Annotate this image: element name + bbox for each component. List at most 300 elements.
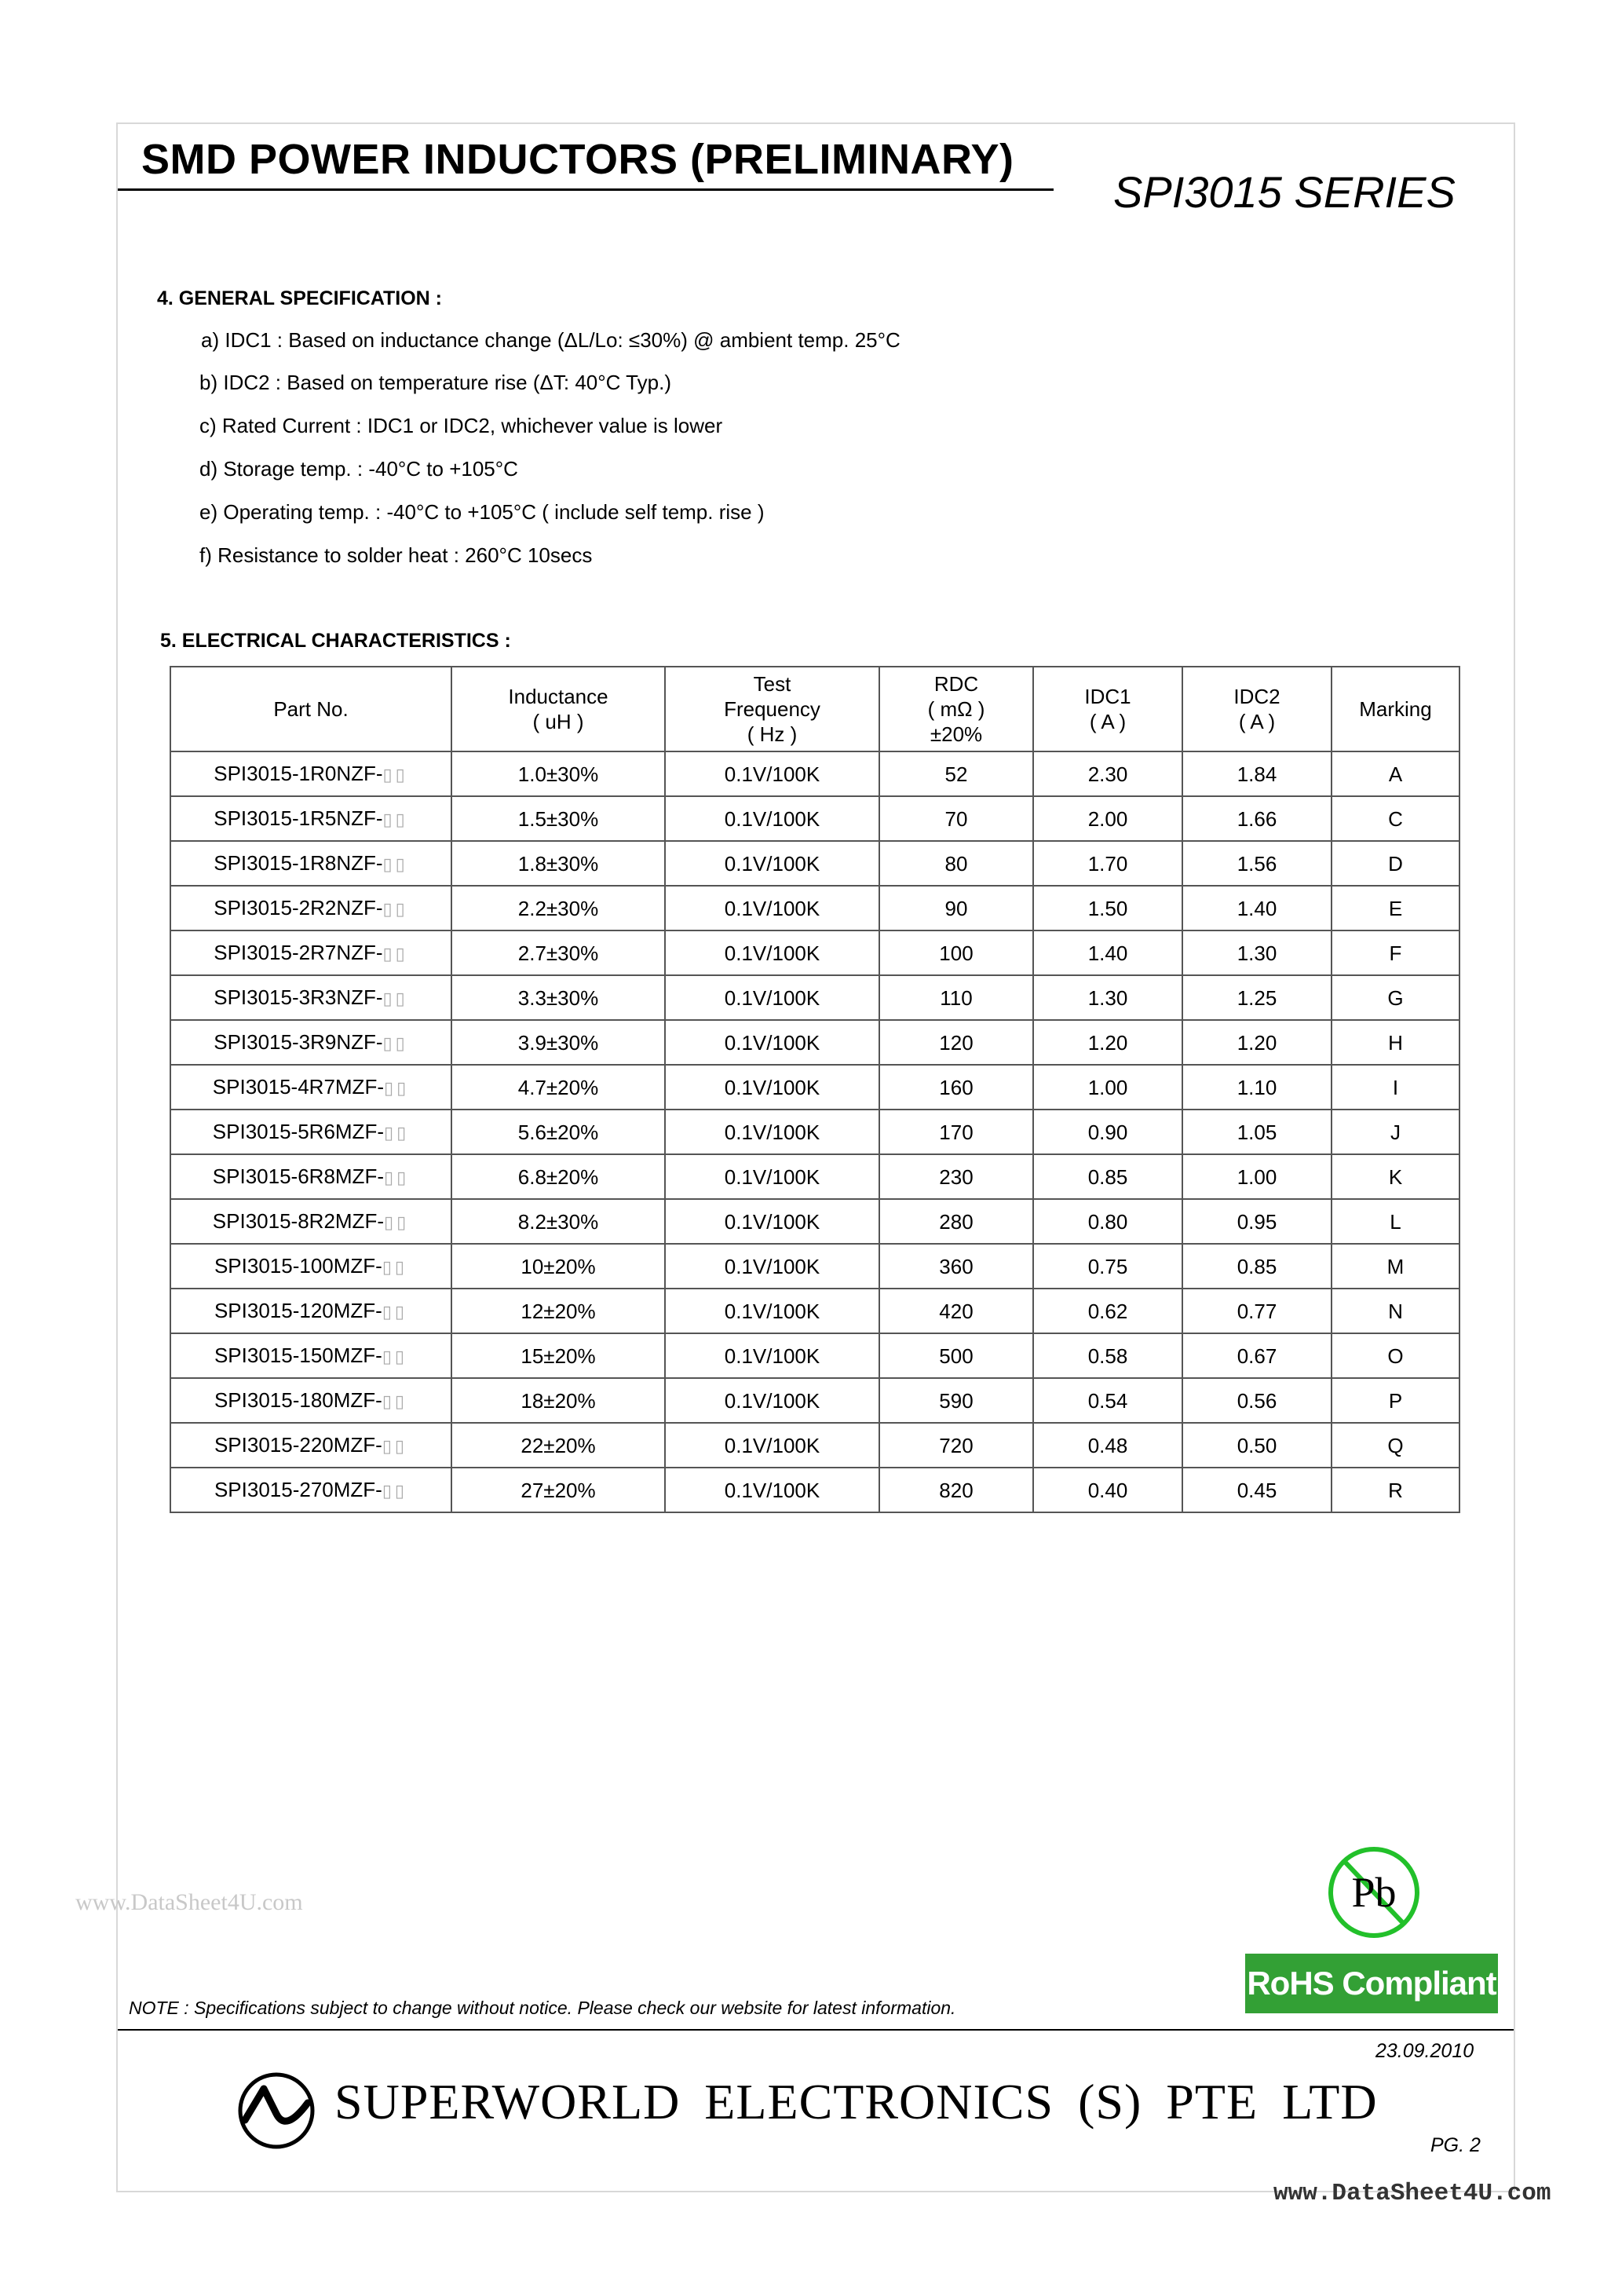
- table-cell: [1033, 796, 1182, 841]
- cell-value: 1.40: [1087, 941, 1128, 965]
- part-suffix-placeholder: ▯▯: [382, 1033, 408, 1053]
- cell-value: 15±20%: [521, 1344, 596, 1368]
- table-cell: [1182, 841, 1332, 886]
- table-cell: [1182, 886, 1332, 930]
- part-number: SPI3015-6R8MZF-: [212, 1164, 384, 1188]
- column-header: [1332, 667, 1459, 751]
- table-row: [170, 1289, 1459, 1333]
- table-cell: [170, 1423, 451, 1468]
- table-cell: [879, 1065, 1033, 1110]
- cell-value: 52: [944, 762, 968, 786]
- part-suffix-placeholder: ▯▯: [382, 1435, 408, 1456]
- table-cell: [665, 796, 879, 841]
- cell-value: R: [1388, 1478, 1403, 1502]
- cell-value: 12±20%: [521, 1299, 596, 1323]
- column-header: [170, 667, 451, 751]
- cell-value: 1.30: [1237, 941, 1277, 965]
- cell-value: 1.50: [1087, 896, 1128, 920]
- table-row: [170, 1020, 1459, 1065]
- table-cell: [1033, 1199, 1182, 1244]
- column-header: [1182, 667, 1332, 751]
- column-header: [665, 667, 879, 751]
- cell-value: 6.8±20%: [517, 1164, 599, 1189]
- table-cell: [1033, 1244, 1182, 1289]
- cell-value: 0.50: [1237, 1433, 1277, 1457]
- table-row: [170, 1244, 1459, 1289]
- cell-value: 0.95: [1237, 1209, 1277, 1234]
- series-name: SPI3015 SERIES: [1113, 167, 1456, 217]
- table-cell: [451, 1378, 665, 1423]
- cell-value: 0.1V/100K: [724, 1030, 820, 1055]
- table-row: [170, 751, 1459, 796]
- table-cell: [665, 1020, 879, 1065]
- table-cell: [879, 1110, 1033, 1154]
- cell-value: 1.25: [1237, 985, 1277, 1010]
- table-cell: [1182, 1468, 1332, 1512]
- part-suffix-placeholder: ▯▯: [382, 764, 408, 784]
- table-cell: [879, 1289, 1033, 1333]
- cell-value: 1.30: [1087, 985, 1128, 1010]
- cell-value: 0.1V/100K: [724, 851, 820, 876]
- table-cell: [1332, 751, 1459, 796]
- electrical-heading: 5. ELECTRICAL CHARACTERISTICS :: [160, 630, 511, 652]
- table-cell: [1332, 1110, 1459, 1154]
- cell-value: 0.1V/100K: [724, 1120, 820, 1144]
- table-cell: [170, 1289, 451, 1333]
- table-cell: [1033, 1423, 1182, 1468]
- table-cell: [665, 1244, 879, 1289]
- table-row: [170, 1065, 1459, 1110]
- cell-value: O: [1387, 1344, 1404, 1368]
- table-cell: [879, 796, 1033, 841]
- table-cell: [1182, 1020, 1332, 1065]
- table-cell: [1332, 1199, 1459, 1244]
- table-cell: [451, 1154, 665, 1199]
- table-row: [170, 1333, 1459, 1378]
- part-suffix-placeholder: ▯▯: [382, 1346, 408, 1366]
- part-number: SPI3015-2R2NZF-: [214, 895, 383, 919]
- table-cell: [665, 841, 879, 886]
- table-cell: [451, 796, 665, 841]
- table-cell: [879, 751, 1033, 796]
- document-title: SMD POWER INDUCTORS (PRELIMINARY): [141, 136, 1014, 183]
- cell-value: 1.00: [1237, 1164, 1277, 1189]
- table-row: [170, 975, 1459, 1020]
- cell-value: 820: [939, 1478, 974, 1502]
- cell-value: 1.84: [1237, 762, 1277, 786]
- cell-value: 70: [944, 806, 968, 831]
- cell-value: 0.1V/100K: [724, 1433, 820, 1457]
- table-cell: [879, 886, 1033, 930]
- table-cell: [451, 1199, 665, 1244]
- cell-value: 5.6±20%: [517, 1120, 599, 1144]
- table-cell: [1332, 886, 1459, 930]
- part-number: SPI3015-8R2MZF-: [212, 1208, 384, 1233]
- cell-value: N: [1388, 1299, 1403, 1323]
- table-cell: [665, 1065, 879, 1110]
- cell-value: D: [1388, 851, 1403, 876]
- column-header-line: Part No.: [273, 697, 349, 721]
- cell-value: 1.56: [1237, 851, 1277, 876]
- table-cell: [665, 975, 879, 1020]
- table-row: [170, 1154, 1459, 1199]
- table-cell: [1033, 1065, 1182, 1110]
- cell-value: 0.62: [1087, 1299, 1128, 1323]
- part-suffix-placeholder: ▯▯: [382, 898, 408, 919]
- cell-value: L: [1390, 1209, 1401, 1234]
- general-spec-heading: 4. GENERAL SPECIFICATION :: [157, 287, 443, 309]
- table-row: [170, 1199, 1459, 1244]
- table-cell: [1033, 1110, 1182, 1154]
- table-cell: [451, 975, 665, 1020]
- part-suffix-placeholder: ▯▯: [383, 1167, 410, 1187]
- column-header: [1033, 667, 1182, 751]
- watermark-right: www.DataSheet4U.com: [1273, 2180, 1551, 2207]
- table-row: [170, 1423, 1459, 1468]
- table-cell: [1332, 1378, 1459, 1423]
- cell-value: 1.20: [1087, 1030, 1128, 1055]
- cell-value: H: [1388, 1030, 1403, 1055]
- table-cell: [1182, 751, 1332, 796]
- company-logo-icon: [237, 2071, 316, 2150]
- cell-value: 280: [939, 1209, 974, 1234]
- cell-value: 0.48: [1087, 1433, 1128, 1457]
- table-cell: [1332, 1244, 1459, 1289]
- table-cell: [879, 930, 1033, 975]
- part-number: SPI3015-120MZF-: [214, 1298, 382, 1322]
- part-number: SPI3015-3R3NZF-: [214, 985, 383, 1009]
- cell-value: 0.1V/100K: [724, 762, 820, 786]
- column-header-line: IDC1: [1084, 685, 1131, 708]
- table-cell: [879, 1468, 1033, 1512]
- cell-value: 2.2±30%: [517, 896, 599, 920]
- column-header-line: ( A ): [1089, 710, 1127, 733]
- cell-value: 0.77: [1237, 1299, 1277, 1323]
- table-cell: [1033, 1378, 1182, 1423]
- cell-value: 22±20%: [521, 1433, 596, 1457]
- table-cell: [1182, 1154, 1332, 1199]
- cell-value: C: [1388, 806, 1403, 831]
- table-cell: [1182, 1423, 1332, 1468]
- table-cell: [1332, 1020, 1459, 1065]
- table-cell: [879, 1154, 1033, 1199]
- cell-value: 1.10: [1237, 1075, 1277, 1099]
- column-header-line: ( A ): [1238, 710, 1276, 733]
- table-cell: [879, 1423, 1033, 1468]
- column-header-line: ( Hz ): [747, 722, 798, 746]
- table-cell: [170, 1244, 451, 1289]
- cell-value: 0.1V/100K: [724, 896, 820, 920]
- table-cell: [1033, 841, 1182, 886]
- cell-value: F: [1389, 941, 1402, 965]
- table-cell: [665, 1110, 879, 1154]
- part-suffix-placeholder: ▯▯: [382, 988, 408, 1008]
- cell-value: 720: [939, 1433, 974, 1457]
- table-cell: [665, 930, 879, 975]
- part-number: SPI3015-4R7MZF-: [212, 1074, 384, 1099]
- column-header-line: Marking: [1359, 697, 1432, 721]
- spec-item: a) IDC1 : Based on inductance change (ΔL/Lo: ≤30%) @ ambient temp. 25°C: [201, 328, 901, 352]
- cell-value: 0.85: [1237, 1254, 1277, 1278]
- cell-value: 80: [944, 851, 968, 876]
- table-cell: [1182, 1333, 1332, 1378]
- cell-value: 0.67: [1237, 1344, 1277, 1368]
- part-suffix-placeholder: ▯▯: [382, 854, 408, 874]
- part-suffix-placeholder: ▯▯: [382, 1391, 408, 1411]
- column-header-line: Frequency: [724, 697, 820, 721]
- table-cell: [879, 841, 1033, 886]
- table-cell: [451, 841, 665, 886]
- cell-value: 0.1V/100K: [724, 1209, 820, 1234]
- table-cell: [451, 1468, 665, 1512]
- cell-value: 0.1V/100K: [724, 1344, 820, 1368]
- cell-value: M: [1386, 1254, 1405, 1278]
- part-number: SPI3015-100MZF-: [214, 1253, 382, 1278]
- cell-value: 0.1V/100K: [724, 1164, 820, 1189]
- part-number: SPI3015-3R9NZF-: [214, 1029, 383, 1054]
- cell-value: K: [1388, 1164, 1403, 1189]
- cell-value: 0.1V/100K: [724, 1478, 820, 1502]
- table-cell: [665, 1333, 879, 1378]
- table-cell: [451, 930, 665, 975]
- table-cell: [451, 886, 665, 930]
- footer-note: NOTE : Specifications subject to change without notice. Please check our website for latest information.: [129, 1998, 956, 2018]
- table-cell: [170, 1378, 451, 1423]
- spec-item: f) Resistance to solder heat : 260°C 10secs: [199, 543, 593, 567]
- cell-value: G: [1387, 985, 1404, 1010]
- table-cell: [1033, 1468, 1182, 1512]
- cell-value: 0.80: [1087, 1209, 1128, 1234]
- table-cell: [1182, 975, 1332, 1020]
- cell-value: 18±20%: [521, 1388, 596, 1413]
- table-cell: [1182, 1378, 1332, 1423]
- cell-value: 0.1V/100K: [724, 1254, 820, 1278]
- table-cell: [665, 1423, 879, 1468]
- table-cell: [1332, 1289, 1459, 1333]
- part-suffix-placeholder: ▯▯: [382, 943, 408, 963]
- cell-value: 2.30: [1087, 762, 1128, 786]
- cell-value: I: [1392, 1075, 1399, 1099]
- cell-value: P: [1388, 1388, 1403, 1413]
- table-row: [170, 886, 1459, 930]
- cell-value: 1.8±30%: [517, 851, 599, 876]
- table-cell: [170, 975, 451, 1020]
- table-cell: [170, 841, 451, 886]
- cell-value: 230: [939, 1164, 974, 1189]
- table-cell: [1182, 796, 1332, 841]
- table-cell: [879, 1244, 1033, 1289]
- cell-value: 500: [939, 1344, 974, 1368]
- table-cell: [1033, 1289, 1182, 1333]
- spec-item: e) Operating temp. : -40°C to +105°C ( include self temp. rise ): [199, 500, 765, 524]
- part-suffix-placeholder: ▯▯: [382, 1256, 408, 1277]
- table-cell: [1332, 796, 1459, 841]
- table-cell: [451, 751, 665, 796]
- table-row: [170, 1378, 1459, 1423]
- part-number: SPI3015-5R6MZF-: [212, 1119, 384, 1143]
- spec-item: c) Rated Current : IDC1 or IDC2, whichever value is lower: [199, 414, 723, 437]
- table-cell: [1332, 975, 1459, 1020]
- spec-item: d) Storage temp. : -40°C to +105°C: [199, 457, 518, 481]
- table-cell: [451, 1289, 665, 1333]
- table-cell: [170, 930, 451, 975]
- cell-value: 0.85: [1087, 1164, 1128, 1189]
- table-cell: [1182, 1199, 1332, 1244]
- part-number: SPI3015-1R0NZF-: [214, 761, 383, 785]
- table-row: [170, 841, 1459, 886]
- table-cell: [665, 1289, 879, 1333]
- table-cell: [1033, 1333, 1182, 1378]
- table-cell: [879, 975, 1033, 1020]
- cell-value: 0.56: [1237, 1388, 1277, 1413]
- footer-divider: [118, 2029, 1514, 2031]
- cell-value: 0.1V/100K: [724, 806, 820, 831]
- table-cell: [879, 1378, 1033, 1423]
- cell-value: 0.1V/100K: [724, 1075, 820, 1099]
- part-number: SPI3015-270MZF-: [214, 1477, 382, 1501]
- cell-value: 1.20: [1237, 1030, 1277, 1055]
- page-number: PG. 2: [1430, 2134, 1481, 2156]
- cell-value: 3.9±30%: [517, 1030, 599, 1055]
- table-cell: [170, 1468, 451, 1512]
- watermark-left: www.DataSheet4U.com: [75, 1889, 303, 1915]
- cell-value: 3.3±30%: [517, 985, 599, 1010]
- table-cell: [451, 1065, 665, 1110]
- part-number: SPI3015-1R8NZF-: [214, 850, 383, 875]
- spec-item: b) IDC2 : Based on temperature rise (ΔT: 40°C Typ.): [199, 371, 671, 394]
- column-header-line: ±20%: [930, 722, 983, 746]
- table-cell: [451, 1333, 665, 1378]
- table-cell: [1182, 1289, 1332, 1333]
- cell-value: 1.0±30%: [517, 762, 599, 786]
- part-number: SPI3015-180MZF-: [214, 1387, 382, 1412]
- table-cell: [1332, 1154, 1459, 1199]
- table-cell: [170, 1154, 451, 1199]
- table-cell: [1182, 930, 1332, 975]
- part-suffix-placeholder: ▯▯: [383, 1212, 410, 1232]
- part-suffix-placeholder: ▯▯: [382, 809, 408, 829]
- table-cell: [879, 1199, 1033, 1244]
- table-cell: [1182, 1065, 1332, 1110]
- cell-value: 0.1V/100K: [724, 1388, 820, 1413]
- cell-value: 2.00: [1087, 806, 1128, 831]
- table-cell: [170, 1020, 451, 1065]
- column-header: [879, 667, 1033, 751]
- column-header-line: ( mΩ ): [927, 697, 985, 721]
- table-cell: [1332, 841, 1459, 886]
- cell-value: 90: [944, 896, 968, 920]
- column-header-line: ( uH ): [532, 710, 584, 733]
- column-header-line: Inductance: [508, 685, 608, 708]
- table-cell: [1033, 1020, 1182, 1065]
- cell-value: 360: [939, 1254, 974, 1278]
- cell-value: 1.66: [1237, 806, 1277, 831]
- table-cell: [170, 796, 451, 841]
- cell-value: 0.1V/100K: [724, 941, 820, 965]
- table-cell: [665, 1154, 879, 1199]
- cell-value: 1.00: [1087, 1075, 1128, 1099]
- cell-value: 0.45: [1237, 1478, 1277, 1502]
- table-cell: [1332, 1065, 1459, 1110]
- table-row: [170, 1468, 1459, 1512]
- cell-value: 1.70: [1087, 851, 1128, 876]
- column-header-line: IDC2: [1233, 685, 1280, 708]
- cell-value: 0.1V/100K: [724, 985, 820, 1010]
- table-cell: [665, 886, 879, 930]
- cell-value: 170: [939, 1120, 974, 1144]
- rohs-badge: RoHS Compliant: [1245, 1954, 1498, 2013]
- cell-value: 160: [939, 1075, 974, 1099]
- cell-value: 27±20%: [521, 1478, 596, 1502]
- cell-value: 1.05: [1237, 1120, 1277, 1144]
- cell-value: 0.40: [1087, 1478, 1128, 1502]
- table-cell: [451, 1244, 665, 1289]
- title-divider: [118, 188, 1054, 191]
- table-cell: [170, 1199, 451, 1244]
- cell-value: 1.5±30%: [517, 806, 599, 831]
- table-cell: [451, 1020, 665, 1065]
- part-suffix-placeholder: ▯▯: [382, 1480, 408, 1501]
- part-number: SPI3015-220MZF-: [214, 1432, 382, 1457]
- table-cell: [1033, 751, 1182, 796]
- cell-value: 110: [940, 985, 973, 1010]
- table-cell: [170, 1065, 451, 1110]
- table-cell: [879, 1333, 1033, 1378]
- cell-value: 8.2±30%: [517, 1209, 599, 1234]
- cell-value: E: [1388, 896, 1403, 920]
- table-cell: [1332, 1468, 1459, 1512]
- cell-value: A: [1388, 762, 1403, 786]
- cell-value: 0.58: [1087, 1344, 1128, 1368]
- cell-value: 2.7±30%: [517, 941, 599, 965]
- pb-label: Pb: [1351, 1869, 1397, 1916]
- table-cell: [1332, 1333, 1459, 1378]
- document-date: 23.09.2010: [1375, 2040, 1474, 2062]
- table-cell: [451, 1423, 665, 1468]
- table-cell: [170, 751, 451, 796]
- table-cell: [665, 751, 879, 796]
- cell-value: 0.90: [1087, 1120, 1128, 1144]
- cell-value: J: [1390, 1120, 1401, 1144]
- cell-value: Q: [1387, 1433, 1404, 1457]
- table-cell: [170, 1333, 451, 1378]
- column-header-line: Test: [753, 672, 791, 696]
- part-suffix-placeholder: ▯▯: [383, 1077, 410, 1098]
- table-cell: [170, 1110, 451, 1154]
- part-number: SPI3015-150MZF-: [214, 1343, 382, 1367]
- table-row: [170, 796, 1459, 841]
- table-cell: [1332, 1423, 1459, 1468]
- lead-free-icon: [1325, 1844, 1423, 1941]
- cell-value: 4.7±20%: [517, 1075, 599, 1099]
- table-cell: [1182, 1110, 1332, 1154]
- table-cell: [1033, 930, 1182, 975]
- cell-value: 10±20%: [521, 1254, 596, 1278]
- cell-value: 0.1V/100K: [724, 1299, 820, 1323]
- company-name: SUPERWORLD ELECTRONICS (S) PTE LTD: [334, 2074, 1378, 2130]
- part-number: SPI3015-1R5NZF-: [214, 806, 383, 830]
- table-cell: [879, 1020, 1033, 1065]
- column-header: [451, 667, 665, 751]
- table-header-row: [170, 667, 1459, 751]
- cell-value: 420: [939, 1299, 974, 1323]
- cell-value: 0.54: [1087, 1388, 1128, 1413]
- cell-value: 100: [939, 941, 974, 965]
- table-cell: [170, 886, 451, 930]
- part-suffix-placeholder: ▯▯: [382, 1301, 408, 1322]
- cell-value: 1.40: [1237, 896, 1277, 920]
- cell-value: 0.75: [1087, 1254, 1128, 1278]
